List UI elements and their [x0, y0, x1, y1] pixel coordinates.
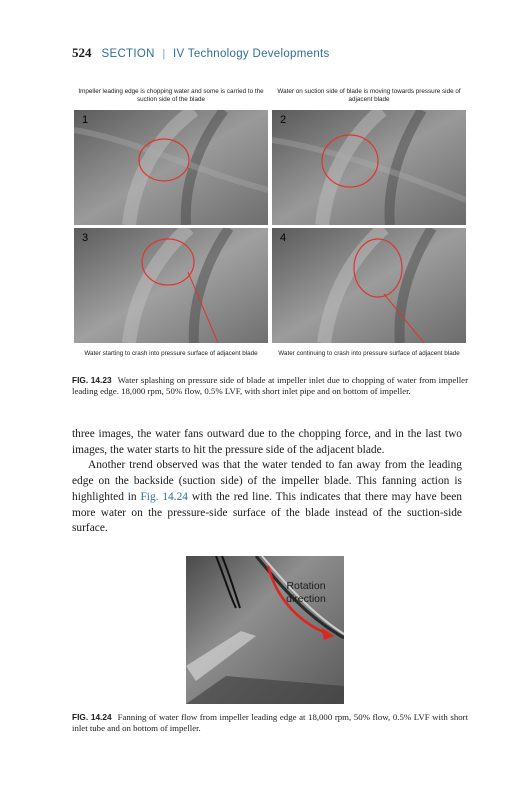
paragraph-text: with the red line. This indicates that there may have been more water on the pressure-side surface of the blade instead of the suction-side surface. — [72, 490, 462, 535]
panel-4-annotation: Water continuing to crash into pressure surface of adjacent blade — [278, 350, 460, 357]
photo-panel-3 — [74, 228, 268, 343]
photo-3-image — [74, 228, 268, 343]
photo-panel-4 — [272, 228, 466, 343]
page-number: 524 — [72, 45, 92, 60]
paragraph-text: Another trend observed was that the water tended to fan away from the leading edge on the backside (suction side) of the impeller blade. This fanning action is highlighted in — [72, 459, 462, 503]
header-separator: | — [162, 48, 166, 60]
panel-number: 1 — [82, 114, 89, 126]
photo-panel-1 — [74, 110, 268, 225]
figure-reference-link[interactable]: Fig. 14.24 — [140, 490, 188, 503]
caption-text: Fanning of water flow from impeller leading edge at 18,000 rpm, 50% flow, 0.5% LVF with short inlet tube and on bottom of impeller. — [72, 712, 469, 733]
photo-2-image — [272, 110, 466, 225]
panel-1-annotation: Impeller leading edge is chopping water and some is carried to the suction side of the blade — [78, 88, 264, 103]
panel-number: 4 — [280, 232, 287, 244]
figure-top-captions — [72, 88, 468, 104]
panel-2-annotation: Water on suction side of blade is moving towards pressure side of adjacent blade — [277, 88, 461, 103]
photo-grid — [74, 110, 466, 344]
figure-14-23 — [72, 88, 468, 357]
figure-14-24-photo — [186, 556, 344, 704]
panel-number: 2 — [280, 114, 287, 126]
paragraph — [72, 458, 462, 537]
panel-3-annotation: Water starting to crash into pressure surface of adjacent blade — [84, 350, 258, 357]
body-text — [72, 427, 462, 537]
caption-text: Water splashing on pressure side of blade at impeller inlet due to chopping of water from impeller leading edge. 18,000 rpm, 50% flow, 0.5% LVF, with short inlet pipe and on bottom of impeller. — [72, 375, 468, 396]
paragraph: three images, the water fans outward due to the chopping force, and in the last two images, the water starts to hit the pressure side of the adjacent blade. — [72, 428, 462, 456]
figure-14-23-caption — [72, 375, 468, 397]
rotation-direction-label: Rotation direction — [286, 580, 326, 605]
figure-label: FIG. 14.23 — [72, 375, 112, 385]
figure-14-24-caption — [72, 712, 468, 734]
panel-number: 3 — [82, 232, 89, 244]
rotation-photo-image — [186, 556, 344, 704]
section-label: SECTION — [101, 48, 155, 60]
section-title: IV Technology Developments — [173, 48, 330, 60]
running-header — [72, 44, 472, 62]
figure-bottom-captions — [72, 350, 468, 358]
photo-1-image — [74, 110, 268, 225]
figure-label: FIG. 14.24 — [72, 712, 112, 722]
photo-4-image — [272, 228, 466, 343]
photo-panel-2 — [272, 110, 466, 225]
